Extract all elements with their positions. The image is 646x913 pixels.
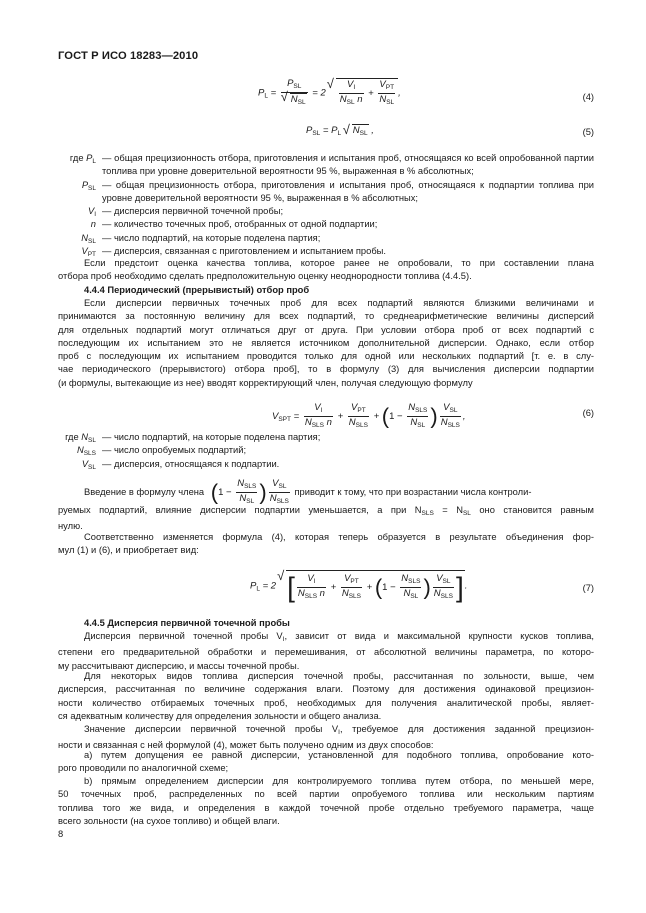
formula-5: $P_{SL} = P_L$ √ $N_{SL}$ , <box>306 124 374 137</box>
formula-6: $V_{SPT}$ = $\frac{V_I}{N_{SLS} n}$ + $\frac{V_{PT}}{N_{SLS}}$ + (1 − $\frac{N_{SLS}}{N_{SL}}$ ) $\frac{V_{SL}}{N_{SLS}}$ , <box>272 402 466 429</box>
section-4-4-5-title: 4.4.5 Дисперсия первичной точечной пробы <box>84 618 290 628</box>
list-item-b: b) прямым определением дисперсии для контролируемого топлива путем отбора, по меньшей мере, 50 точечных проб, распределенных по всей партии опробуемого топлива или нескольким партиям топлива того же вида, и определения в каждой точечной пробе отдельно требуемого параметра, чаще всего зольности (на сухое топливо) и общей влаги. <box>58 776 594 826</box>
formula-7-number: (7) <box>582 583 594 593</box>
def-n: n — количество точечных проб, отобранных от одной подпартии; <box>90 219 378 230</box>
section-4-4-4-title: 4.4.4 Периодический (прерывистый) отбор проб <box>84 285 310 295</box>
formula-4: $P_L$ = $P_{SL}$ √ $N_{SL}$ = 2 √ $\frac{V_I}{N_{SL} n}$ + $\frac{V_{PT}}{N_{SL}}$ , <box>258 78 401 108</box>
paragraph-3: руемых подпартий, влияние дисперсии подпартии уменьшается, а при $N_{SLS} = N_{SL}$ оно становится равным нулю. <box>58 505 594 532</box>
def-nsl: $N_{SL}$ — число подпартий, на которые поделена партия; <box>81 232 321 245</box>
page-number: 8 <box>58 829 64 839</box>
paragraph-5: Дисперсия первичной точечной пробы $V_I$, зависит от вида и максимальной крупности кусков топлива, степени его предварительной обработки и перемешивания, от абсолютной величины параметра, по которо- му рассчитывают дисперсию, и массы точечной пробы. <box>58 631 594 671</box>
paragraph-4: Соответственно изменяется формула (4), которая теперь образуется в результате объединения фор- мул (1) и (6), и приобретает вид: <box>58 532 594 556</box>
definitions-2 <box>58 431 594 471</box>
def-vi: $V_I$ — дисперсия первичной точечной пробы; <box>87 206 284 218</box>
formula-4-number: (4) <box>582 92 594 102</box>
def-vpt: $V_{PT}$ — дисперсия, связанная с приготовлением и испытанием пробы. <box>81 245 386 258</box>
paragraph-2: Если дисперсии первичных точечных проб для всех подпартий являются близкими величинами и принимаются за постоянную величину для всех подпартий, то среднеарифметические величины дисперсий для отдельных подпартий могут отличаться друг от друга. При условии отбора проб от всех подпартий с последующим их испытанием это не является источником дополнительной дисперсии. Однако, если отбор проб с последующим их испытанием проводится только для одной или нескольких подпартий [т. е. в слу- чае периодического (прерывистого) отбора проб], то в формулу (3) для вычисления дисперсии подпартии (и формулы, вытекающие из нее) вводят корректирующий член, получая следующую формулу <box>58 298 594 388</box>
intro-term-line: Введение в формулу члена (1 − $\frac{N_{SLS}}{N_{SL}}$ ) $\frac{V_{SL}}{N_{SLS}}$ приводит к тому, что при возрастании числа контроли- <box>84 478 532 505</box>
formula-7: $P_L = 2√$ [ $\frac{V_I}{N_{SLS} n}$ + $\frac{V_{PT}}{N_{SLS}}$ + (1 − $\frac{N_{SLS}}{N_{SL}}$ ) $\frac{V_{SL}}{N_{SLS}}$ ]. <box>250 570 467 602</box>
standard-header: ГОСТ Р ИСО 18283—2010 <box>58 50 199 62</box>
formula-5-number: (5) <box>582 127 594 137</box>
def-pl: где $P_L$ — общая прецизионность отбора, приготовления и испытания проб, относящаяся ко всей опробованной партии топлива при уровне доверительной вероятности 95 %, выраженная в % абсолютных; <box>69 153 594 177</box>
def2-nsls: $N_{SLS}$ — число опробуемых подпартий; <box>76 445 247 458</box>
paragraph-6: Для некоторых видов топлива дисперсия точечной пробы, рассчитанная по зольности, выше, чем дисперсия, рассчитанная по величине содержания влаги. Поэтому для достижения одинаковой прецизион- ности количество отбираемых точечных проб, необходимых для получения аналитической пробы, являет- ся адекватным количеству для определения зольности и общего анализа. <box>58 671 594 721</box>
formula-6-number: (6) <box>582 408 594 418</box>
def2-nsl: где $N_{SL}$ — число подпартий, на которые поделена партия; <box>65 432 321 444</box>
paragraph-7: Значение дисперсии первичной точечной пробы $V_I$, требуемое для достижения заданной прецизион- ности и связанная с ней формулой (4), может быть получено одним из двух способов: <box>58 724 594 751</box>
list-item-a: а) путем допущения ее равной дисперсии, установленной для подобного топлива, опробование кото- рого проводили по аналогичной схеме; <box>58 750 594 774</box>
def2-vsl: $V_{SL}$ — дисперсия, относящаяся к подпартии. <box>81 458 280 471</box>
def-psl: $P_{SL}$ — общая прецизионность отбора, приготовления и испытания проб, относящаяся к подпартии топлива при уровне доверительной вероятности 95 %, выраженная в % абсолютных; <box>81 179 594 203</box>
definitions-1 <box>58 152 594 258</box>
paragraph-1: Если предстоит оценка качества топлива, которое ранее не опробовали, то при составлении плана отбора проб необходимо сделать предположительную оценку неоднородности топлива (4.4.5). <box>58 258 594 282</box>
